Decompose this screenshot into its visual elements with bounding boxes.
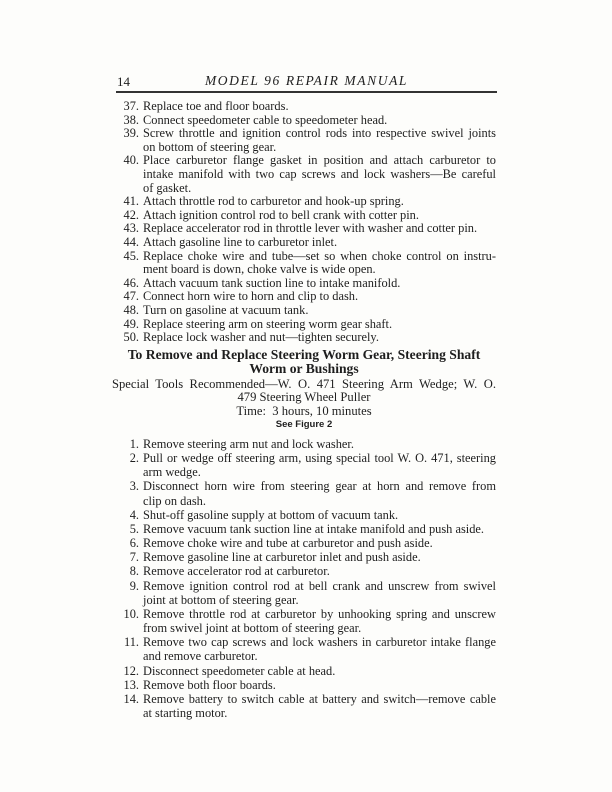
list-item bbox=[112, 127, 496, 154]
step-text-line: Replace accelerator rod in throttle lever with washer and cotter pin. bbox=[143, 221, 478, 236]
step-number: 10. bbox=[123, 606, 139, 621]
page-number: 14 bbox=[117, 74, 130, 89]
step-text-line: Remove vacuum tank suction line at intake manifold and push aside. bbox=[143, 521, 485, 536]
step-number: 8. bbox=[129, 564, 139, 579]
list-item bbox=[112, 508, 496, 522]
step-text-line: Screw throttle and ignition control rods into respective swivel joints bbox=[143, 126, 496, 141]
list-item bbox=[112, 664, 496, 678]
step-number: 6. bbox=[129, 536, 139, 551]
step-text-line: and remove carburetor. bbox=[143, 649, 258, 664]
step-number: 1. bbox=[129, 437, 139, 451]
step-text-line: Connect speedometer cable to speedometer head. bbox=[143, 112, 388, 127]
step-text-line: Replace choke wire and tube—set so when choke control on instru- bbox=[143, 248, 496, 263]
step-number: 50. bbox=[123, 330, 139, 345]
step-text-line: of gasket. bbox=[143, 180, 192, 195]
step-text-line: intake manifold with two cap screws and lock washers—Be careful bbox=[143, 166, 496, 181]
list-item bbox=[112, 536, 496, 550]
step-number: 13. bbox=[123, 677, 139, 692]
list-item bbox=[112, 564, 496, 578]
step-text-line: at starting motor. bbox=[143, 705, 228, 720]
step-number: 7. bbox=[129, 550, 139, 565]
list-item bbox=[112, 222, 496, 236]
step-number: 45. bbox=[123, 248, 139, 263]
list-item bbox=[112, 195, 496, 209]
step-number: 38. bbox=[123, 112, 139, 127]
step-text-line: Remove accelerator rod at carburetor. bbox=[143, 564, 330, 579]
step-text-line: Remove throttle rod at carburetor by unhooking spring and unscrew bbox=[143, 606, 496, 621]
step-text-line: Replace toe and floor boards. bbox=[143, 99, 289, 113]
list-item bbox=[112, 154, 496, 195]
step-text-line: Pull or wedge off steering arm, using special tool W. O. 471, steering bbox=[143, 451, 496, 466]
step-number: 48. bbox=[123, 302, 139, 317]
step-text-line: Attach ignition control rod to bell crank with cotter pin. bbox=[143, 207, 419, 222]
step-number: 43. bbox=[123, 221, 139, 236]
step-number: 42. bbox=[123, 207, 139, 222]
header-rule bbox=[116, 91, 497, 93]
remove-steps-list bbox=[112, 437, 496, 720]
step-text-line: Remove steering arm nut and lock washer. bbox=[143, 437, 354, 451]
list-item bbox=[112, 451, 496, 479]
step-number: 2. bbox=[129, 451, 139, 466]
step-number: 37. bbox=[123, 99, 139, 113]
step-number: 9. bbox=[129, 578, 139, 593]
step-text-line: Connect horn wire to horn and clip to dash. bbox=[143, 289, 359, 304]
list-item bbox=[112, 277, 496, 291]
step-number: 14. bbox=[123, 691, 139, 706]
list-item bbox=[112, 579, 496, 607]
step-text-line: Remove choke wire and tube at carburetor and push aside. bbox=[143, 536, 433, 551]
step-text-line: ment board is down, choke valve is wide open. bbox=[143, 262, 376, 277]
list-item bbox=[112, 290, 496, 304]
step-number: 12. bbox=[123, 663, 139, 678]
step-text-line: arm wedge. bbox=[143, 465, 201, 480]
list-item bbox=[112, 607, 496, 635]
step-number: 41. bbox=[123, 194, 139, 209]
step-number: 47. bbox=[123, 289, 139, 304]
special-tools-line: 479 Steering Wheel Puller bbox=[237, 390, 371, 404]
step-number: 5. bbox=[129, 521, 139, 536]
special-tools bbox=[112, 378, 496, 404]
step-text-line: Attach gasoline line to carburetor inlet. bbox=[143, 234, 338, 249]
step-text-line: Attach throttle rod to carburetor and hook-up spring. bbox=[143, 194, 404, 209]
list-item bbox=[112, 250, 496, 277]
list-item bbox=[112, 318, 496, 332]
running-header-title: MODEL 96 REPAIR MANUAL bbox=[204, 73, 409, 88]
step-text-line: Remove both floor boards. bbox=[143, 677, 276, 692]
step-text-line: Remove ignition control rod at bell crank and unscrew from swivel bbox=[143, 578, 496, 593]
step-number: 3. bbox=[129, 479, 139, 494]
step-text-line: Remove gasoline line at carburetor inlet and push aside. bbox=[143, 550, 421, 565]
install-steps-list bbox=[112, 100, 496, 345]
step-text-line: Turn on gasoline at vacuum tank. bbox=[143, 302, 309, 317]
list-item bbox=[112, 635, 496, 663]
step-number: 44. bbox=[123, 234, 139, 249]
list-item bbox=[112, 479, 496, 507]
step-text-line: Remove two cap screws and lock washers in carburetor intake flange bbox=[143, 635, 496, 650]
section-heading-line: Worm or Bushings bbox=[249, 360, 359, 376]
list-item bbox=[112, 236, 496, 250]
step-text-line: joint at bottom of steering gear. bbox=[143, 592, 299, 607]
step-number: 11. bbox=[123, 635, 139, 650]
step-number: 40. bbox=[123, 153, 139, 168]
step-number: 46. bbox=[123, 275, 139, 290]
step-text-line: Replace steering arm on steering worm gear shaft. bbox=[143, 316, 393, 331]
list-item bbox=[112, 692, 496, 720]
list-item bbox=[112, 437, 496, 451]
step-text-line: Remove battery to switch cable at battery and switch—remove cable bbox=[143, 691, 496, 706]
step-text-line: from swivel joint at bottom of steering gear. bbox=[143, 621, 362, 636]
list-item bbox=[112, 209, 496, 223]
step-number: 49. bbox=[123, 316, 139, 331]
section-heading-line: To Remove and Replace Steering Worm Gear, Steering Shaft bbox=[127, 347, 481, 362]
list-item bbox=[112, 114, 496, 128]
step-text-line: clip on dash. bbox=[143, 493, 206, 508]
list-item bbox=[112, 678, 496, 692]
step-text-line: Disconnect speedometer cable at head. bbox=[143, 663, 336, 678]
step-text-line: on bottom of steering gear. bbox=[143, 139, 277, 154]
list-item bbox=[112, 550, 496, 564]
step-text-line: Shut-off gasoline supply at bottom of vacuum tank. bbox=[143, 507, 399, 522]
step-text-line: Attach vacuum tank suction line to intake manifold. bbox=[143, 275, 401, 290]
figure-reference: See Figure 2 bbox=[275, 419, 333, 430]
list-item bbox=[112, 331, 496, 345]
step-text-line: Replace lock washer and nut—tighten securely. bbox=[143, 330, 379, 345]
time-estimate: Time: 3 hours, 10 minutes bbox=[236, 404, 372, 418]
list-item bbox=[112, 100, 496, 114]
section-heading bbox=[112, 348, 496, 375]
list-item bbox=[112, 522, 496, 536]
special-tools-line: Special Tools Recommended—W. O. 471 Steering Arm Wedge; W. O. bbox=[112, 377, 496, 391]
step-text-line: Place carburetor flange gasket in position and attach carburetor to bbox=[143, 153, 496, 168]
list-item bbox=[112, 304, 496, 318]
step-number: 4. bbox=[129, 507, 139, 522]
step-text-line: Disconnect horn wire from steering gear at horn and remove from bbox=[143, 479, 496, 494]
step-number: 39. bbox=[123, 126, 139, 141]
